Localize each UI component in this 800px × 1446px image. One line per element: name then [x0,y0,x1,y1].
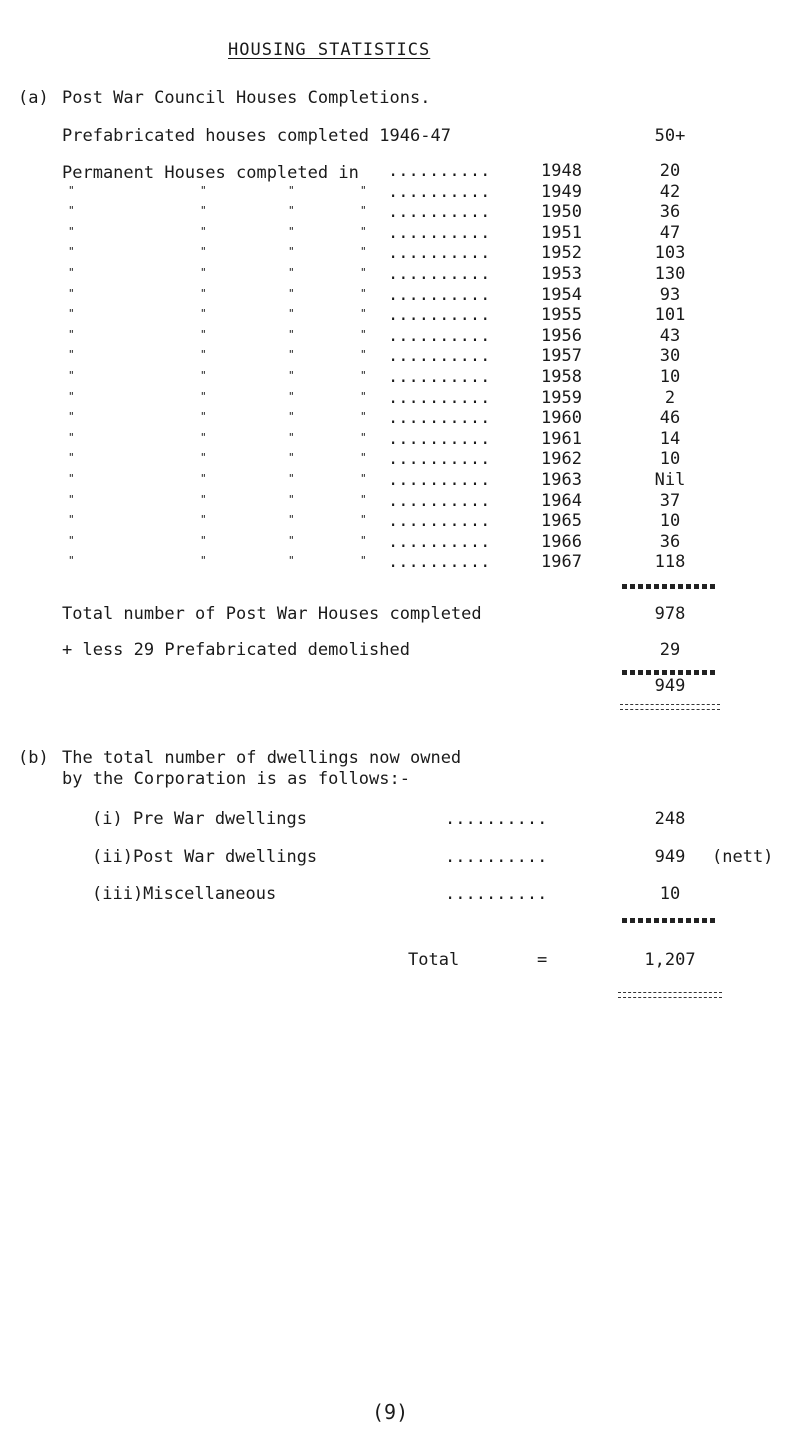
year-cell: 1955 [541,305,582,326]
row-leader: .......... [388,202,491,223]
row-leader: .......... [388,325,491,346]
ditto-mark: " [68,430,75,444]
misc-value: 10 [659,884,681,904]
ditto-mark: " [360,533,367,547]
row-leader: .......... [388,222,491,243]
ditto-mark: " [68,369,75,382]
prefab-label: Prefabricated houses completed 1946-47 [62,126,451,146]
less-label: + less 29 Prefabricated demolished [62,640,410,660]
row-leader: .......... [388,305,491,326]
ditto-mark: " [200,513,207,527]
ditto-mark: " [360,245,367,259]
ditto-mark: " [288,266,295,279]
ditto-mark: " [200,451,207,465]
ditto-mark: " [68,348,75,362]
ditto-mark: " [68,204,75,218]
ditto-mark: " [360,224,367,238]
ditto-mark: " [200,307,207,321]
ditto-mark: " [360,307,367,321]
ditto-mark: " [360,204,367,218]
b-total-label: Total [408,950,460,970]
year-cell: 1961 [541,428,582,449]
rule-b-subtotal [622,918,718,923]
ditto-mark: " [200,554,207,568]
row-leader: .......... [388,408,491,429]
row-leader: .......... [388,181,491,202]
ditto-mark: " [288,183,295,197]
completions-cell: 20 [659,161,681,181]
ditto-mark: " [200,183,207,197]
ditto-mark: " [200,327,207,341]
ditto-mark: " [288,533,295,547]
completions-cell: 103 [654,243,686,264]
completions-cell: 47 [659,222,681,243]
row-leader: .......... [388,346,491,367]
ditto-mark: " [288,451,295,465]
prefab-value: 50+ [654,126,686,146]
ditto-mark: " [360,389,367,403]
rule-less [622,670,718,675]
ditto-mark: " [288,492,295,506]
year-cell: 1963 [541,470,582,490]
double-rule-net [620,704,720,710]
ditto-mark: " [200,245,207,259]
row-leader: .......... [388,264,491,284]
year-cell: 1957 [541,346,582,367]
ditto-mark: " [360,451,367,465]
ditto-mark: " [200,204,207,218]
ditto-mark: " [68,224,75,238]
completions-cell: 130 [654,264,686,284]
ditto-mark: " [68,492,75,506]
section-a-marker: (a) [18,88,49,108]
year-cell: 1951 [541,222,582,243]
year-cell: 1948 [541,161,582,181]
pre-war-leader: .......... [445,809,548,829]
ditto-mark: " [68,183,75,197]
ditto-mark: " [200,492,207,506]
ditto-mark: " [360,286,367,300]
post-war-label: (ii)Post War dwellings [92,847,318,867]
ditto-mark: " [360,348,367,362]
ditto-mark: " [68,245,75,259]
completions-cell: 43 [659,325,681,346]
ditto-mark: " [288,204,295,218]
ditto-mark: " [288,327,295,341]
completions-cell: 36 [659,202,681,223]
row-leader: .......... [388,367,491,387]
ditto-mark: " [68,451,75,465]
ditto-mark: " [288,430,295,444]
total-value: 978 [654,604,686,624]
year-cell: 1964 [541,490,582,511]
page-number: (9) [372,1400,409,1424]
completions-cell: 36 [659,531,681,552]
year-cell: 1949 [541,181,582,202]
ditto-mark: " [360,410,367,424]
year-cell: 1965 [541,511,582,532]
row-leader: .......... [388,387,491,408]
b-total-equals: = [537,950,548,970]
net-value: 949 [654,676,686,696]
ditto-mark: " [200,224,207,238]
ditto-mark: " [360,513,367,527]
ditto-mark: " [68,472,75,485]
double-rule-total [618,992,722,998]
ditto-mark: " [288,307,295,321]
ditto-mark: " [288,245,295,259]
year-cell: 1952 [541,243,582,264]
ditto-mark: " [360,369,367,382]
row-leader: .......... [388,284,491,305]
ditto-mark: " [200,286,207,300]
section-a-heading: Post War Council Houses Completions. [62,88,431,108]
ditto-mark: " [68,307,75,321]
ditto-mark: " [288,410,295,424]
ditto-mark: " [360,554,367,568]
ditto-mark: " [200,348,207,362]
ditto-mark: " [288,389,295,403]
section-b-marker: (b) [18,748,49,768]
completions-cell: 101 [654,305,686,326]
post-war-leader: .......... [445,847,548,867]
ditto-mark: " [288,472,295,485]
ditto-mark: " [68,410,75,424]
ditto-mark: " [200,410,207,424]
ditto-mark: " [200,533,207,547]
year-cell: 1953 [541,264,582,284]
total-label: Total number of Post War Houses completed [62,604,482,624]
ditto-mark: " [200,389,207,403]
row-leader: .......... [388,531,491,552]
ditto-mark: " [68,513,75,527]
ditto-mark: " [360,266,367,279]
ditto-mark: " [200,430,207,444]
year-cell: 1959 [541,387,582,408]
row-leader: .......... [388,552,491,573]
ditto-mark: " [360,430,367,444]
completions-cell: 10 [659,449,681,470]
completions-cell: 37 [659,490,681,511]
completions-cell: 118 [654,552,686,573]
year-cell: 1962 [541,449,582,470]
completions-cell: 10 [659,367,681,387]
row-leader: .......... [388,470,491,490]
completions-cell: 14 [659,428,681,449]
ditto-mark: " [288,513,295,527]
year-cell: 1950 [541,202,582,223]
ditto-mark: " [288,286,295,300]
ditto-mark: " [200,369,207,382]
ditto-mark: " [68,266,75,279]
completions-cell: 46 [659,408,681,429]
ditto-mark: " [68,533,75,547]
completions-cell: 10 [659,511,681,532]
post-war-value: 949 [654,847,686,867]
year-cell: 1967 [541,552,582,573]
ditto-mark: " [360,183,367,197]
year-cell: 1956 [541,325,582,346]
ditto-mark: " [68,389,75,403]
row-leader: .......... [388,428,491,449]
year-cell: 1966 [541,531,582,552]
pre-war-label: (i) Pre War dwellings [92,809,307,829]
ditto-mark: " [288,554,295,568]
section-b-intro-1: The total number of dwellings now owned [62,748,462,768]
completions-cell: Nil [654,470,686,490]
completions-cell: 30 [659,346,681,367]
row-leader: .......... [388,243,491,264]
ditto-mark: " [360,327,367,341]
page-title: HOUSING STATISTICS [228,40,431,60]
pre-war-value: 248 [654,809,686,829]
post-war-note: (nett) [712,847,774,867]
ditto-mark: " [200,472,207,485]
less-value: 29 [659,640,681,660]
ditto-mark: " [288,369,295,382]
row-leader: .......... [388,161,491,181]
row-leader: .......... [388,449,491,470]
completions-cell: 2 [664,387,676,408]
ditto-mark: " [68,554,75,568]
ditto-mark: " [200,266,207,279]
ditto-mark: " [360,492,367,506]
completions-cell: 42 [659,181,681,202]
ditto-mark: " [68,286,75,300]
ditto-mark: " [288,224,295,238]
ditto-mark: " [360,472,367,485]
misc-leader: .......... [445,884,548,904]
year-cell: 1958 [541,367,582,387]
rule-subtotal [622,584,718,589]
year-cell: 1960 [541,408,582,429]
permanent-label: Permanent Houses completed in [62,163,359,183]
row-leader: .......... [388,511,491,532]
year-cell: 1954 [541,284,582,305]
ditto-mark: " [68,327,75,341]
section-b-intro-2: by the Corporation is as follows:- [62,769,410,789]
misc-label: (iii)Miscellaneous [92,884,277,904]
row-leader: .......... [388,490,491,511]
ditto-mark: " [288,348,295,362]
b-total-value: 1,207 [644,950,696,970]
completions-cell: 93 [659,284,681,305]
